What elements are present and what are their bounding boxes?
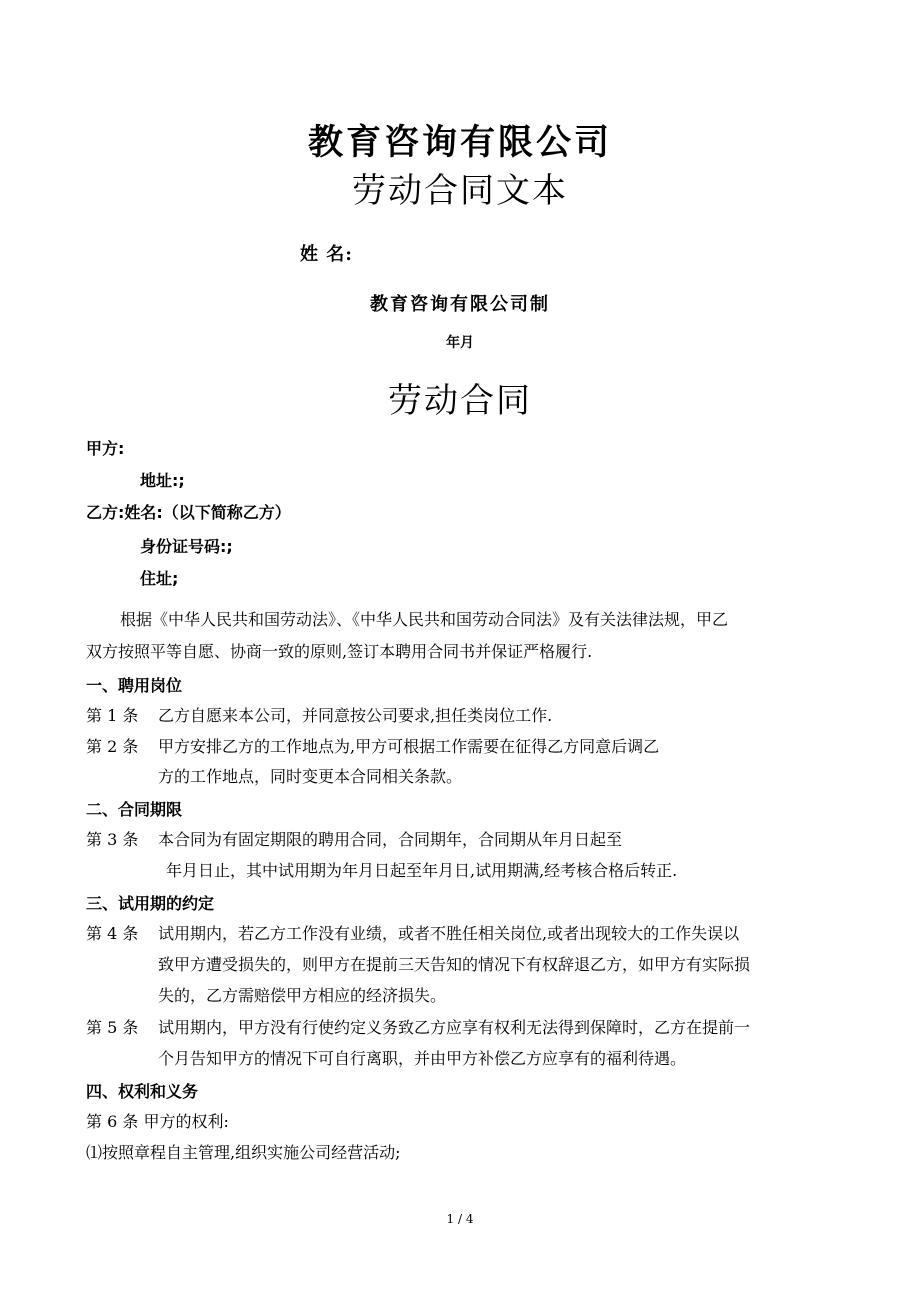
page-number: 1 / 4 — [446, 1212, 474, 1226]
section-heading-term: 二、合同期限 — [86, 800, 183, 819]
date-line: 年月 — [446, 335, 474, 351]
party-b-residence: 住址; — [140, 569, 179, 588]
section-heading-position: 一、聘用岗位 — [86, 676, 183, 695]
article-6-item-1: ⑴按照章程自主管理,组织实施公司经营活动; — [86, 1143, 401, 1162]
section-heading-rights: 四、权利和义务 — [86, 1082, 199, 1101]
party-b-id: 身份证号码:; — [140, 537, 233, 556]
article-4-line-1: 试用期内，若乙方工作没有业绩，或者不胜任相关岗位,或者出现较大的工作失误以 — [158, 924, 740, 943]
party-b-label: 乙方:姓名:（以下简称乙方） — [86, 503, 291, 522]
article-2-line-2: 方的工作地点，同时变更本合同相关条款。 — [158, 767, 463, 786]
company-title: 教育咨询有限公司 — [307, 122, 612, 163]
article-4-number: 第 4 条 — [86, 924, 139, 943]
article-3-number: 第 3 条 — [86, 830, 139, 849]
preamble-line-2: 双方按照平等自愿、协商一致的原则,签订本聘用合同书并保证严格履行. — [86, 642, 593, 661]
article-1-text: 乙方自愿来本公司，并同意按公司要求,担任类岗位工作. — [158, 706, 553, 725]
article-4-line-3: 失的，乙方需赔偿甲方相应的经济损失。 — [158, 986, 447, 1005]
preamble-line-1: 根据《中华人民共和国劳动法》、《中华人民共和国劳动合同法》及有关法律法规，甲乙 — [120, 610, 729, 629]
name-label: 姓 名: — [300, 244, 353, 265]
maker-line: 教育咨询有限公司制 — [370, 294, 550, 315]
contract-title: 劳动合同 — [388, 381, 532, 421]
article-5-line-1: 试用期内，甲方没有行使约定义务致乙方应享有权利无法得到保障时，乙方在提前一 — [158, 1018, 751, 1037]
article-5-line-2: 个月告知甲方的情况下可自行离职，并由甲方补偿乙方应享有的福利待遇。 — [158, 1049, 687, 1068]
article-2-number: 第 2 条 — [86, 737, 139, 756]
article-3-line-1: 本合同为有固定期限的聘用合同，合同期年，合同期从年月日起至 — [158, 830, 623, 849]
article-6-heading: 第 6 条 甲方的权利: — [86, 1112, 229, 1131]
section-heading-probation: 三、试用期的约定 — [86, 894, 215, 913]
article-2-line-1: 甲方安排乙方的工作地点为,甲方可根据工作需要在征得乙方同意后调乙 — [158, 737, 660, 756]
article-5-number: 第 5 条 — [86, 1018, 139, 1037]
party-a-address: 地址:; — [140, 471, 185, 490]
document-title: 劳动合同文本 — [352, 171, 568, 211]
article-1-number: 第 1 条 — [86, 706, 139, 725]
article-4-line-2: 致甲方遭受损失的，则甲方在提前三天告知的情况下有权辞退乙方，如甲方有实际损 — [158, 955, 751, 974]
party-a-label: 甲方: — [86, 439, 125, 458]
article-3-line-2: 年月日止，其中试用期为年月日起至年月日,试用期满,经考核合格后转正. — [166, 861, 678, 880]
